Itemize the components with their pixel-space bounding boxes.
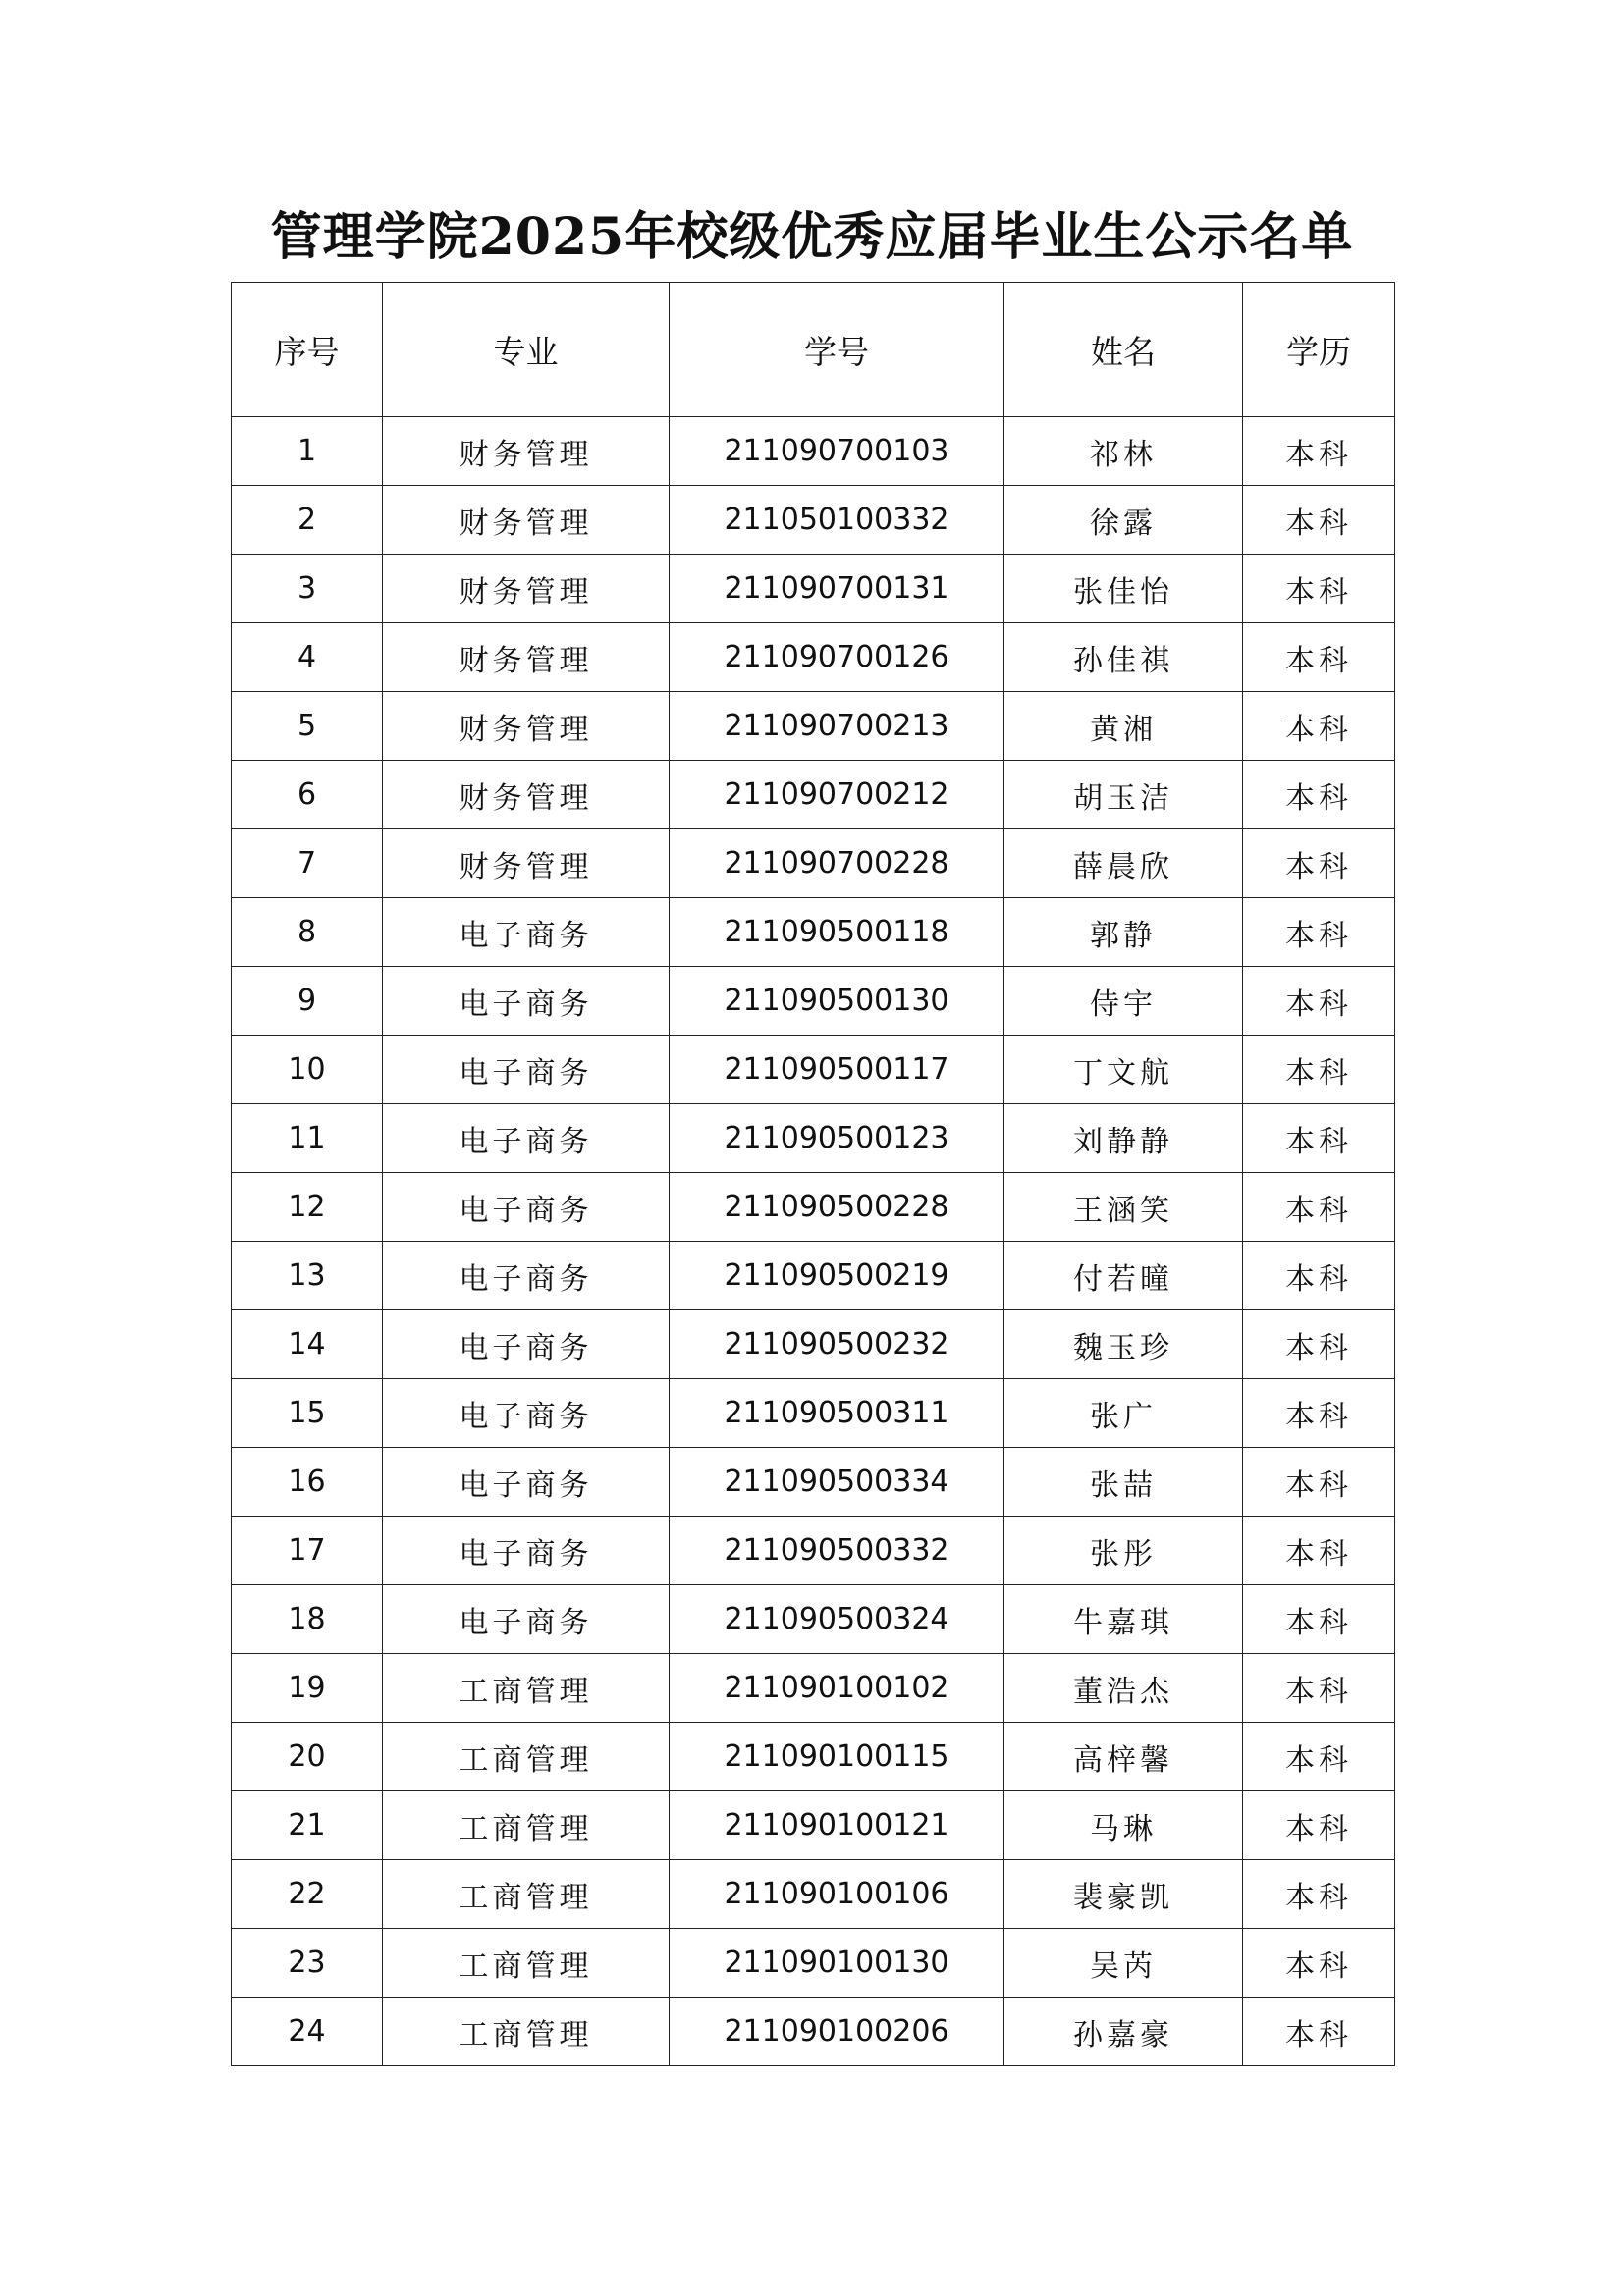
cell-name: 裴豪凯 [1004,1860,1243,1929]
cell-no: 7 [232,829,383,898]
cell-no: 9 [232,967,383,1036]
cell-major: 电子商务 [383,898,670,967]
cell-student-id: 211090500332 [670,1517,1004,1585]
cell-student-id: 211090500123 [670,1104,1004,1173]
cell-no: 16 [232,1448,383,1517]
cell-student-id: 211090100130 [670,1929,1004,1998]
header-name: 姓名 [1004,283,1243,417]
cell-degree: 本科 [1243,1379,1395,1448]
cell-no: 5 [232,692,383,761]
table-row [232,1585,1395,1654]
cell-major: 财务管理 [383,623,670,692]
cell-major: 财务管理 [383,555,670,623]
cell-student-id: 211090100206 [670,1998,1004,2066]
cell-name: 魏玉珍 [1004,1310,1243,1379]
cell-student-id: 211090500130 [670,967,1004,1036]
cell-name: 张喆 [1004,1448,1243,1517]
table-row [232,1379,1395,1448]
cell-student-id: 211090500117 [670,1036,1004,1104]
cell-name: 张广 [1004,1379,1243,1448]
table-row [232,1448,1395,1517]
table-row [232,1173,1395,1242]
header-no: 序号 [232,283,383,417]
cell-major: 工商管理 [383,1860,670,1929]
table-row [232,1654,1395,1723]
cell-name: 丁文航 [1004,1036,1243,1104]
cell-student-id: 211090700131 [670,555,1004,623]
cell-major: 电子商务 [383,1104,670,1173]
cell-degree: 本科 [1243,1173,1395,1242]
cell-student-id: 211090500311 [670,1379,1004,1448]
cell-degree: 本科 [1243,1860,1395,1929]
cell-name: 吴芮 [1004,1929,1243,1998]
cell-degree: 本科 [1243,1998,1395,2066]
table-row [232,829,1395,898]
cell-no: 23 [232,1929,383,1998]
cell-name: 张佳怡 [1004,555,1243,623]
cell-degree: 本科 [1243,898,1395,967]
cell-no: 14 [232,1310,383,1379]
cell-no: 11 [232,1104,383,1173]
table-row [232,761,1395,829]
cell-degree: 本科 [1243,1929,1395,1998]
cell-degree: 本科 [1243,1104,1395,1173]
table-row [232,898,1395,967]
table-row [232,967,1395,1036]
cell-degree: 本科 [1243,1310,1395,1379]
cell-student-id: 211090700228 [670,829,1004,898]
cell-major: 电子商务 [383,1242,670,1310]
table-row [232,692,1395,761]
cell-name: 黄湘 [1004,692,1243,761]
cell-degree: 本科 [1243,692,1395,761]
cell-student-id: 211090100121 [670,1791,1004,1860]
cell-no: 21 [232,1791,383,1860]
page-title: 管理学院2025年校级优秀应届毕业生公示名单 [270,207,1354,267]
cell-name: 董浩杰 [1004,1654,1243,1723]
cell-student-id: 211090100115 [670,1723,1004,1791]
cell-student-id: 211090500118 [670,898,1004,967]
cell-no: 2 [232,486,383,555]
table-row [232,486,1395,555]
cell-degree: 本科 [1243,1517,1395,1585]
cell-major: 财务管理 [383,417,670,486]
cell-name: 孙嘉豪 [1004,1998,1243,2066]
table-row [232,1723,1395,1791]
table-row [232,417,1395,486]
table-row [232,1517,1395,1585]
header-major: 专业 [383,283,670,417]
cell-student-id: 211090700126 [670,623,1004,692]
table-row [232,1929,1395,1998]
cell-no: 3 [232,555,383,623]
cell-degree: 本科 [1243,555,1395,623]
cell-no: 17 [232,1517,383,1585]
cell-student-id: 211090700103 [670,417,1004,486]
cell-major: 电子商务 [383,1585,670,1654]
cell-major: 电子商务 [383,1448,670,1517]
cell-no: 13 [232,1242,383,1310]
cell-student-id: 211090500232 [670,1310,1004,1379]
cell-name: 薛晨欣 [1004,829,1243,898]
cell-no: 19 [232,1654,383,1723]
cell-major: 电子商务 [383,967,670,1036]
cell-degree: 本科 [1243,1448,1395,1517]
table-row [232,1310,1395,1379]
cell-name: 胡玉洁 [1004,761,1243,829]
cell-student-id: 211090500219 [670,1242,1004,1310]
cell-major: 电子商务 [383,1517,670,1585]
cell-degree: 本科 [1243,1723,1395,1791]
table-row [232,1104,1395,1173]
cell-name: 牛嘉琪 [1004,1585,1243,1654]
header-student-id: 学号 [670,283,1004,417]
table-row [232,1860,1395,1929]
cell-degree: 本科 [1243,1242,1395,1310]
cell-major: 工商管理 [383,1929,670,1998]
cell-name: 郭静 [1004,898,1243,967]
cell-degree: 本科 [1243,967,1395,1036]
cell-no: 22 [232,1860,383,1929]
table-row [232,1036,1395,1104]
graduate-table [231,282,1395,2066]
cell-name: 付若曈 [1004,1242,1243,1310]
cell-no: 10 [232,1036,383,1104]
cell-major: 电子商务 [383,1036,670,1104]
cell-degree: 本科 [1243,1585,1395,1654]
cell-student-id: 211090500324 [670,1585,1004,1654]
cell-degree: 本科 [1243,1654,1395,1723]
cell-major: 工商管理 [383,1654,670,1723]
cell-degree: 本科 [1243,417,1395,486]
cell-major: 财务管理 [383,761,670,829]
cell-no: 6 [232,761,383,829]
cell-name: 徐露 [1004,486,1243,555]
cell-name: 马琳 [1004,1791,1243,1860]
cell-name: 刘静静 [1004,1104,1243,1173]
cell-student-id: 211090500334 [670,1448,1004,1517]
table-row [232,623,1395,692]
cell-major: 电子商务 [383,1310,670,1379]
cell-no: 24 [232,1998,383,2066]
table-row [232,1791,1395,1860]
cell-name: 张彤 [1004,1517,1243,1585]
cell-student-id: 211090100102 [670,1654,1004,1723]
table-header-row [232,283,1395,417]
table-row [232,555,1395,623]
cell-student-id: 211090100106 [670,1860,1004,1929]
cell-no: 12 [232,1173,383,1242]
cell-major: 财务管理 [383,829,670,898]
cell-major: 电子商务 [383,1173,670,1242]
cell-major: 财务管理 [383,486,670,555]
cell-no: 15 [232,1379,383,1448]
cell-name: 高梓馨 [1004,1723,1243,1791]
cell-no: 8 [232,898,383,967]
cell-no: 20 [232,1723,383,1791]
header-degree: 学历 [1243,283,1395,417]
table-row [232,1998,1395,2066]
cell-degree: 本科 [1243,1036,1395,1104]
cell-degree: 本科 [1243,623,1395,692]
cell-name: 侍宇 [1004,967,1243,1036]
cell-student-id: 211050100332 [670,486,1004,555]
cell-name: 祁林 [1004,417,1243,486]
cell-major: 工商管理 [383,1998,670,2066]
table-body [232,417,1395,2066]
cell-student-id: 211090700213 [670,692,1004,761]
cell-student-id: 211090500228 [670,1173,1004,1242]
cell-degree: 本科 [1243,1791,1395,1860]
cell-name: 王涵笑 [1004,1173,1243,1242]
cell-no: 18 [232,1585,383,1654]
cell-no: 1 [232,417,383,486]
cell-major: 电子商务 [383,1379,670,1448]
cell-major: 工商管理 [383,1723,670,1791]
cell-degree: 本科 [1243,829,1395,898]
cell-major: 工商管理 [383,1791,670,1860]
cell-student-id: 211090700212 [670,761,1004,829]
cell-major: 财务管理 [383,692,670,761]
cell-degree: 本科 [1243,761,1395,829]
cell-no: 4 [232,623,383,692]
table-row [232,1242,1395,1310]
cell-degree: 本科 [1243,486,1395,555]
cell-name: 孙佳祺 [1004,623,1243,692]
